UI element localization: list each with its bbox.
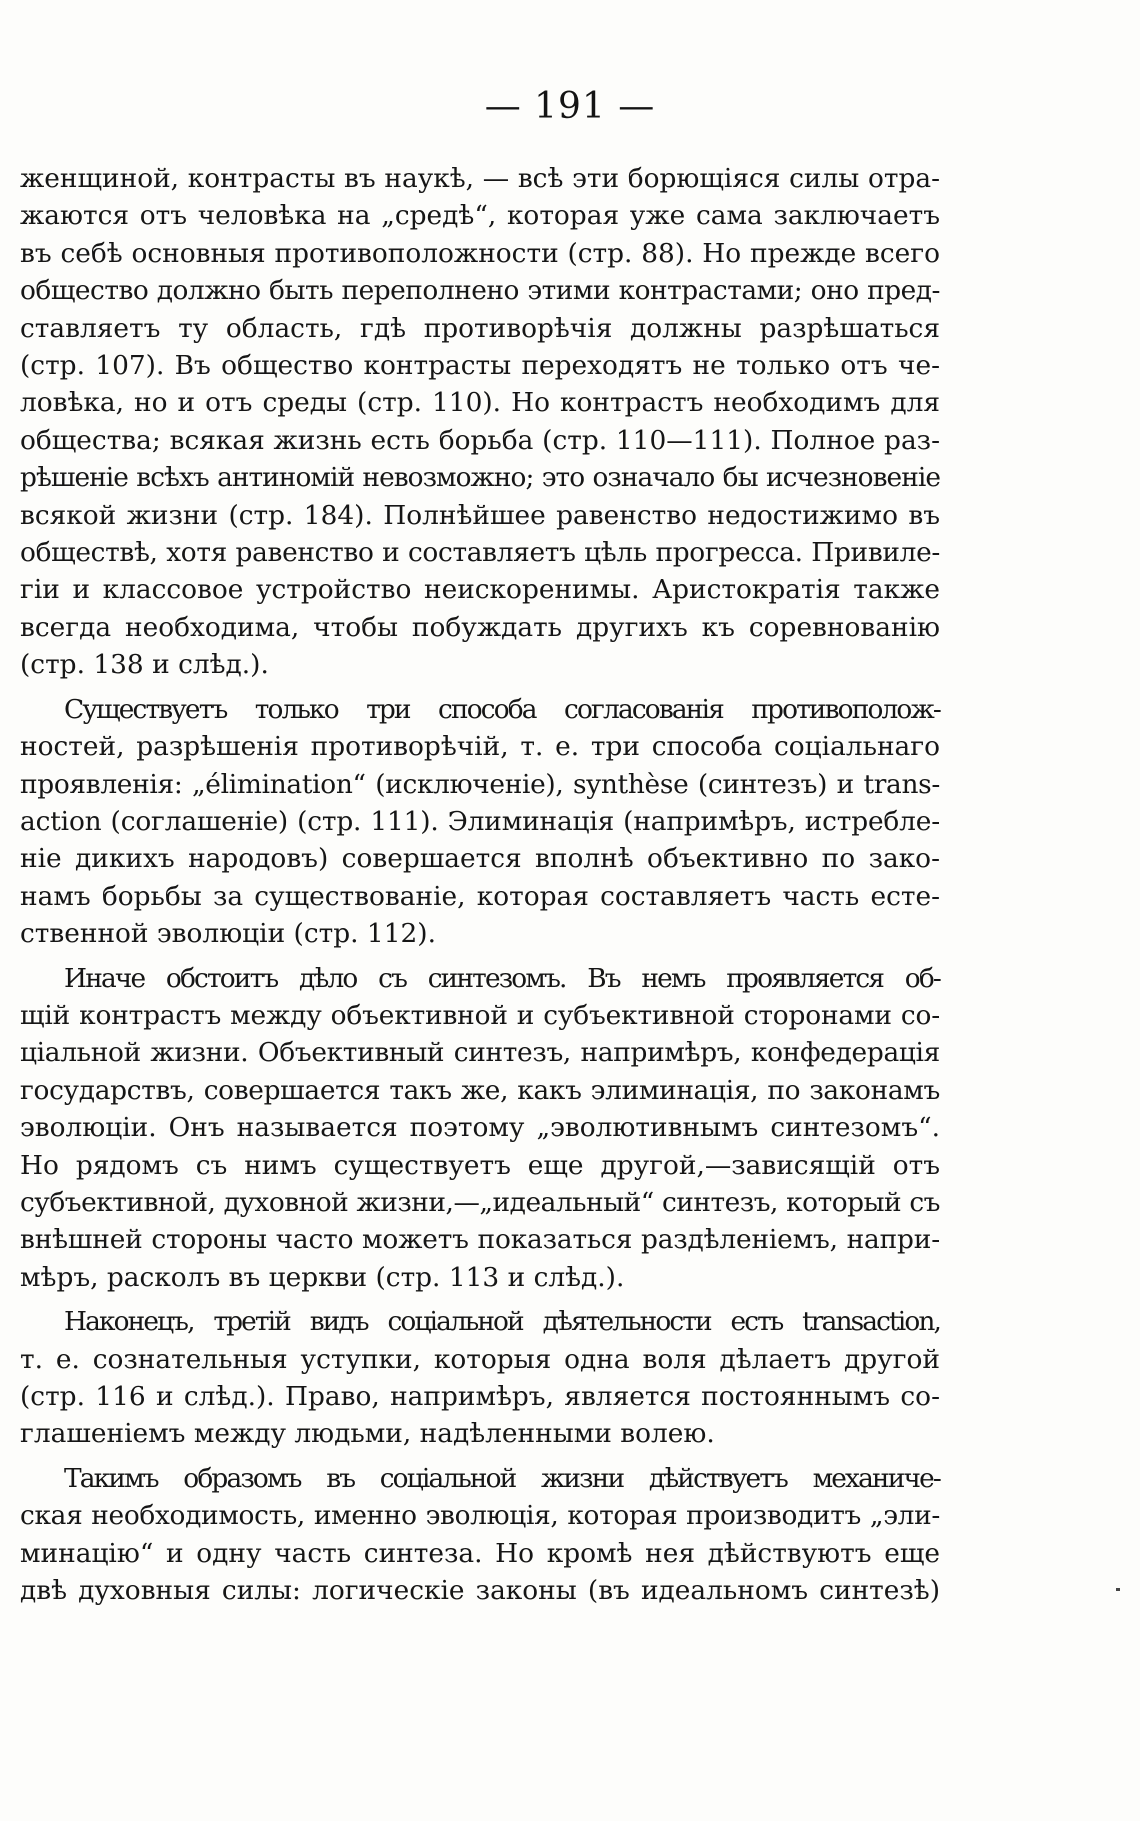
text-line: гіи и классовое устройство неискоренимы. Аристократія также (20, 574, 940, 606)
paragraph-5 (20, 1460, 940, 1610)
page-number: — 191 — (484, 86, 656, 127)
text-line: глашеніемъ между людьми, надѣленными волею. (20, 1418, 715, 1450)
paragraph-4 (20, 1303, 940, 1453)
text-line: т. е. сознательныя уступки, которыя одна воля дѣлаетъ другой (20, 1343, 940, 1375)
text-line: Наконецъ, третій видъ соціальной дѣятельности есть transaction, (64, 1306, 940, 1338)
text-line: общества; всякая жизнь есть борьба (стр. 110—111). Полное раз- (20, 424, 940, 456)
text-line: субъективной, духовной жизни,—„идеальный“ синтезъ, который съ (20, 1186, 940, 1218)
text-line: всякой жизни (стр. 184). Полнѣйшее равенство недостижимо въ (20, 499, 940, 531)
text-line: щій контрастъ между объективной и субъективной сторонами со- (20, 999, 940, 1031)
text-line: (стр. 138 и слѣд.). (20, 649, 269, 681)
text-line: ская необходимость, именно эволюція, которая производитъ „эли- (20, 1500, 940, 1532)
text-line: всегда необходима, чтобы побуждать другихъ къ соревнованію (20, 611, 940, 643)
text-line: ніе дикихъ народовъ) совершается вполнѣ объективно по зако- (20, 843, 940, 875)
text-line: внѣшней стороны часто можетъ показаться раздѣленіемъ, напри- (20, 1224, 940, 1256)
text-line: ловѣка, но и отъ среды (стр. 110). Но контрастъ необходимъ для (20, 387, 940, 419)
text-line: женщиной, контрасты въ наукѣ, — всѣ эти борющіяся силы отра- (20, 163, 940, 194)
paragraph-2 (20, 691, 940, 953)
text-line: мѣръ, расколъ въ церкви (стр. 113 и слѣд.). (20, 1261, 625, 1293)
text-line: эволюціи. Онъ называется поэтому „эволютивнымъ синтезомъ“. (20, 1112, 940, 1144)
text-line: action (соглашеніе) (стр. 111). Элиминація (напримѣръ, истребле- (20, 805, 940, 837)
text-line: Иначе обстоитъ дѣло съ синтезомъ. Въ немъ проявляется об- (64, 962, 940, 994)
text-line: обществѣ, хотя равенство и составляетъ цѣль прогресса. Привиле- (20, 537, 940, 569)
paragraph-3 (20, 960, 940, 1297)
text-line: Но рядомъ съ нимъ существуетъ еще другой,—зависящій отъ (20, 1149, 940, 1181)
text-line: двѣ духовныя силы: логическіе законы (въ идеальномъ синтезѣ) (20, 1575, 940, 1607)
text-line: Существуетъ только три способа согласованія противополож- (64, 693, 940, 725)
text-line: намъ борьбы за существованіе, которая составляетъ часть есте- (20, 880, 940, 912)
text-line: (стр. 107). Въ общество контрасты переходятъ не только отъ че- (20, 350, 940, 382)
text-line: минацію“ и одну часть синтеза. Но кромѣ нея дѣйствуютъ еще (20, 1537, 940, 1569)
text-line: ціальной жизни. Объективный синтезъ, напримѣръ, конфедерація (20, 1037, 940, 1069)
text-line: ностей, разрѣшенія противорѣчій, т. е. три способа соціальнаго (20, 731, 940, 763)
text-line: въ себѣ основныя противоположности (стр. 88). Но прежде всего (20, 237, 940, 269)
text-line: ставляетъ ту область, гдѣ противорѣчія должны разрѣшаться (20, 312, 940, 344)
text-line: жаются отъ человѣка на „средѣ“, которая уже сама заключаетъ (20, 200, 940, 232)
body-text (20, 160, 940, 1609)
text-line: проявленія: „élimination“ (исключеніе), synthèse (синтезъ) и trans- (20, 768, 940, 800)
text-line: рѣшеніе всѣхъ антиномій невозможно; это означало бы исчезновеніе (20, 462, 940, 494)
paragraph-1 (20, 160, 940, 684)
scan-speck (1116, 1588, 1120, 1591)
text-line: ственной эволюціи (стр. 112). (20, 918, 436, 950)
text-line: (стр. 116 и слѣд.). Право, напримѣръ, является постояннымъ со- (20, 1381, 940, 1412)
text-line: Такимъ образомъ въ соціальной жизни дѣйствуетъ механиче- (64, 1462, 940, 1494)
text-line: государствъ, совершается такъ же, какъ элиминація, по законамъ (20, 1074, 940, 1106)
text-line: общество должно быть переполнено этими контрастами; оно пред- (20, 275, 940, 307)
